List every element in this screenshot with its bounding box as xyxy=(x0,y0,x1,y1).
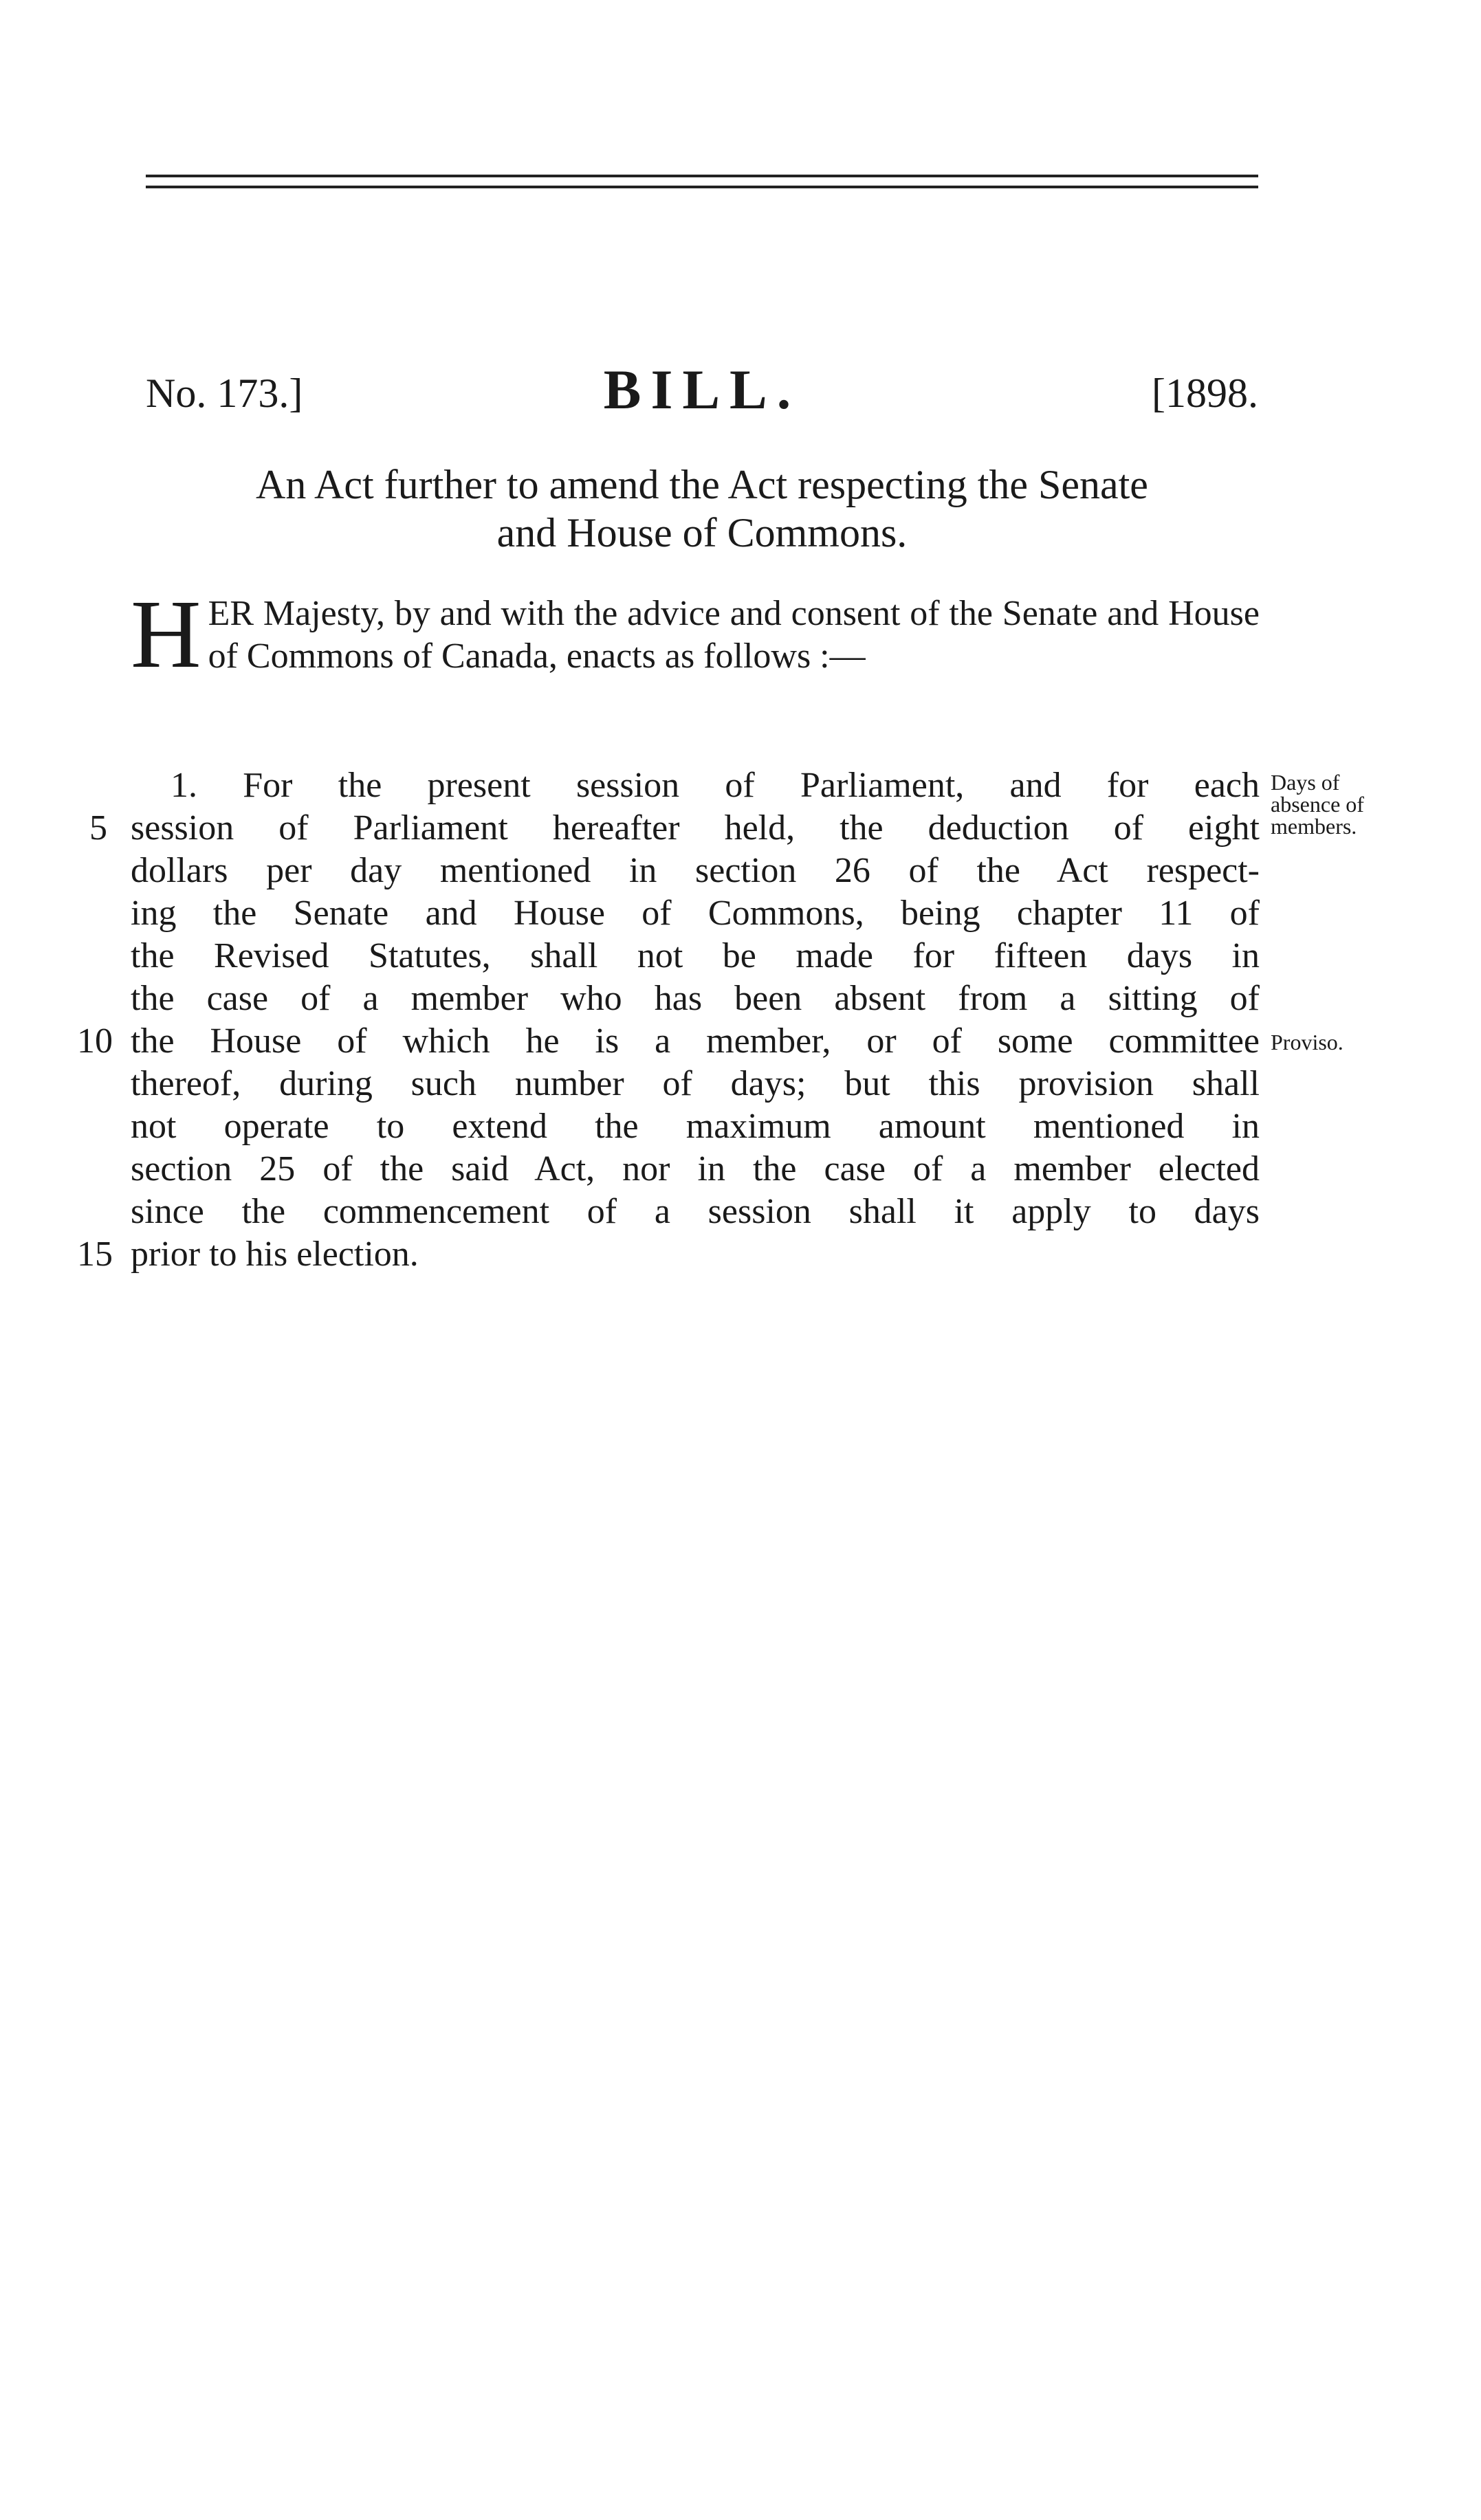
enacting-clause-text: ER Majesty, by and with the advice and consent of the Senate and House of Commons of Canada, enacts as follows :— xyxy=(208,594,1260,676)
section-line-2: session of Parliament hereafter held, the deduction of eight xyxy=(131,808,1260,848)
section-line-5: the Revised Statutes, shall not be made for fifteen days in xyxy=(131,936,1260,975)
bill-header xyxy=(146,357,1258,419)
section-line-10: section 25 of the said Act, nor in the case of a member elected xyxy=(131,1149,1260,1189)
section-line-7: the House of which he is a member, or of some committee xyxy=(131,1021,1260,1061)
section-line-6: the case of a member who has been absent from a sitting of xyxy=(131,979,1260,1018)
section-line-12: prior to his election. xyxy=(131,1235,419,1274)
top-rule xyxy=(146,175,1258,177)
section-line-9: not operate to extend the maximum amount mentioned in xyxy=(131,1107,1260,1146)
top-rule-second xyxy=(146,186,1258,188)
act-title-line-2: and House of Commons. xyxy=(496,510,908,555)
margin-note-days-1: Days of xyxy=(1271,770,1340,795)
drop-cap: H xyxy=(131,579,201,688)
margin-note-days-2: absence of xyxy=(1271,792,1364,817)
line-number-10: 10 xyxy=(77,1021,113,1061)
act-title-line-1: An Act further to amend the Act respecting the Senate xyxy=(256,462,1148,507)
section-line-3 xyxy=(131,850,1260,892)
section-line-3-text: dollars per day mentioned in section 26 of the Act respect- xyxy=(131,851,1260,890)
section-line-8: thereof, during such number of days; but this provision shall xyxy=(131,1064,1260,1103)
margin-note-proviso: Proviso. xyxy=(1271,1030,1343,1054)
bill-number: No. 173.] xyxy=(146,371,303,416)
line-number-15: 15 xyxy=(77,1235,113,1274)
section-line-4: ing the Senate and House of Commons, being chapter 11 of xyxy=(131,894,1260,933)
bill-title: BILL. xyxy=(603,358,801,421)
bill-year: [1898. xyxy=(1152,371,1258,416)
line-number-5: 5 xyxy=(89,808,107,848)
act-title xyxy=(146,461,1258,557)
section-line-11: since the commencement of a session shall it apply to days xyxy=(131,1192,1260,1231)
section-line-1: 1. For the present session of Parliament, and for each xyxy=(171,766,1260,805)
enacting-clause xyxy=(131,579,1260,688)
margin-note-days-3: members. xyxy=(1271,814,1357,839)
